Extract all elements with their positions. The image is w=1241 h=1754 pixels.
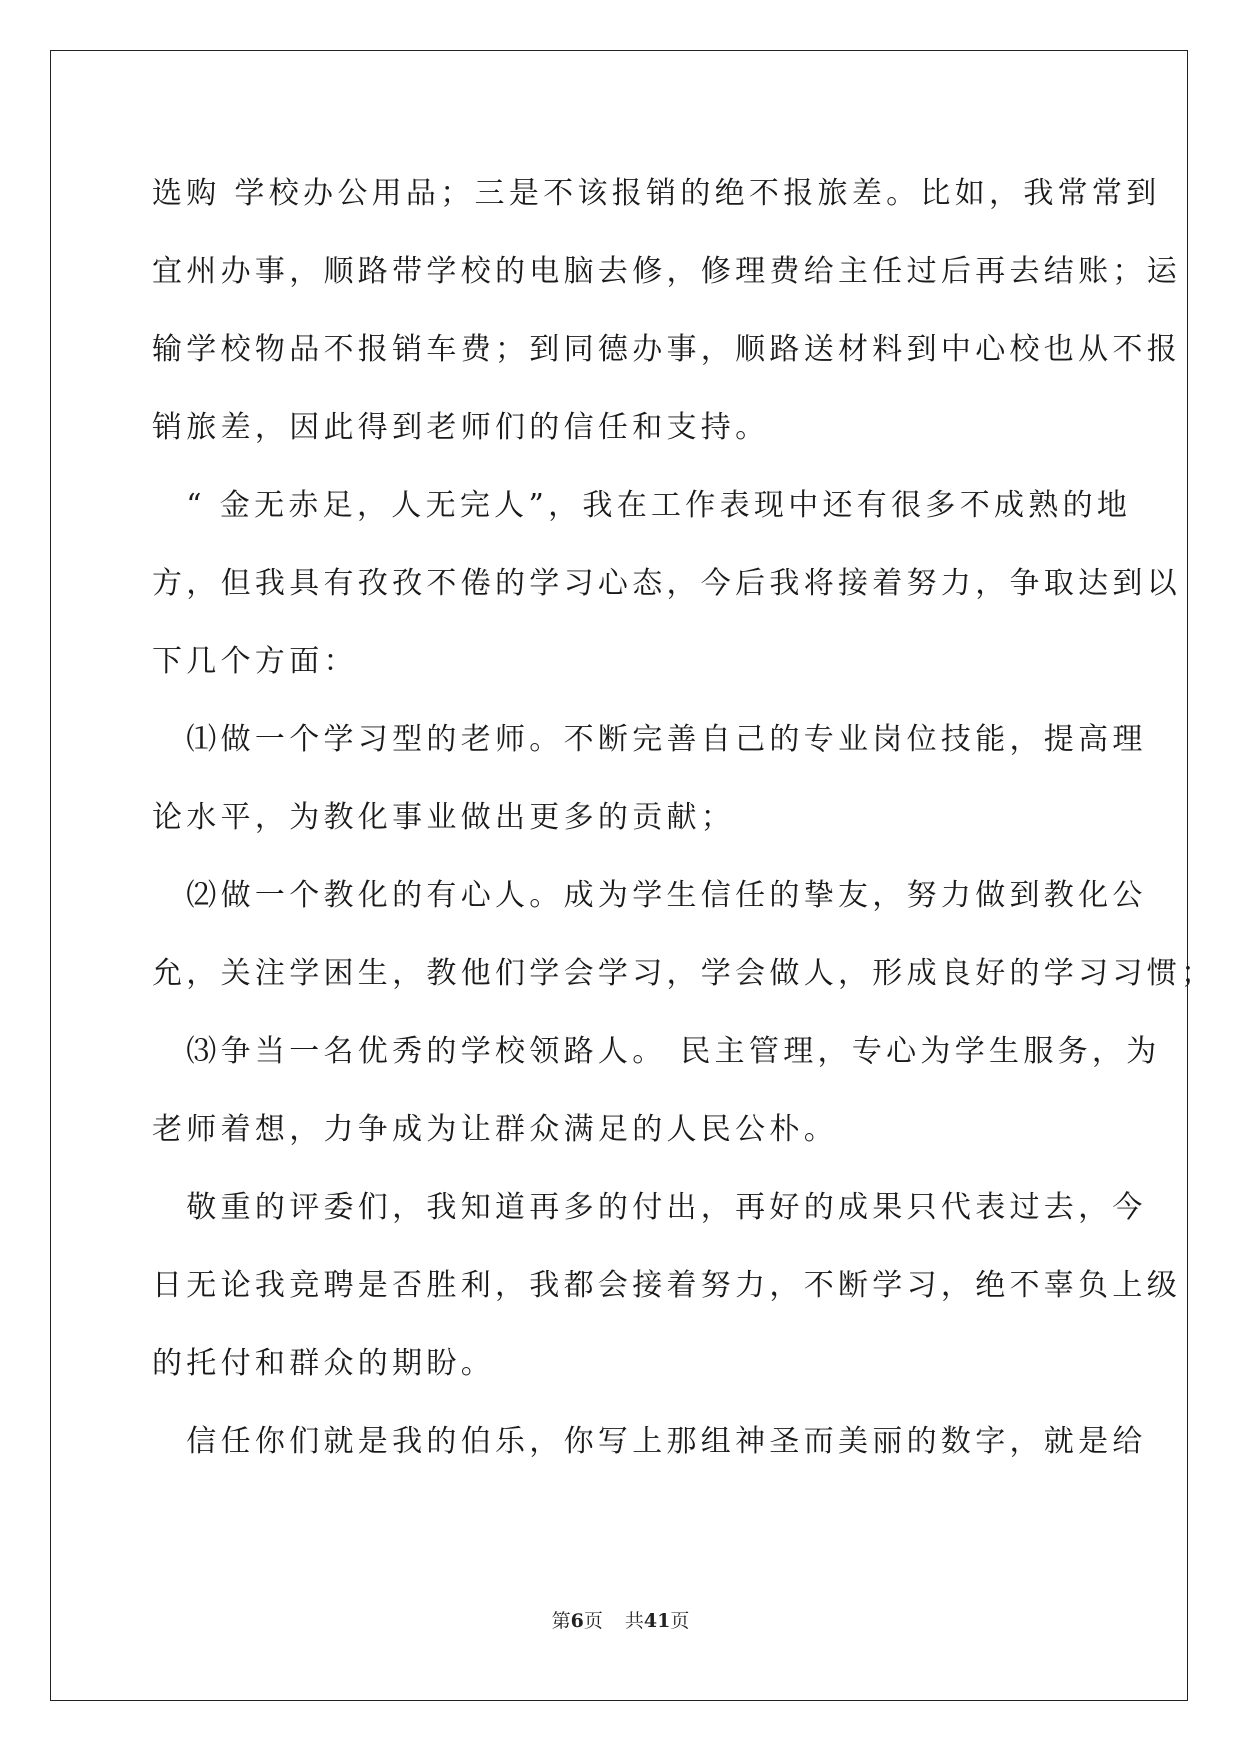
text-line: 敬重的评委们，我知道再多的付出，再好的成果只代表过去，今: [152, 1190, 1147, 1225]
text-line: 论水平，为教化事业做出更多的贡献；: [152, 800, 736, 835]
text-line: ⑶争当一名优秀的学校领路人。 民主管理，专心为学生服务，为: [152, 1034, 1161, 1069]
text-line: ⑴做一个学习型的老师。不断完善自己的专业岗位技能，提高理: [152, 722, 1147, 757]
document-body: [152, 155, 1216, 1481]
page-suffix: 页: [583, 1610, 603, 1632]
page-number: 6: [570, 1610, 584, 1632]
text-line: 允，关注学困生，教他们学会学习，学会做人，形成良好的学习习惯；: [152, 956, 1216, 991]
text-line: 老师着想，力争成为让群众满足的人民公朴。: [152, 1112, 838, 1147]
total-prefix: 共: [624, 1610, 644, 1632]
text-line: 销旅差，因此得到老师们的信任和支持。: [152, 410, 770, 445]
text-line: 日无论我竞聘是否胜利，我都会接着努力，不断学习，绝不辜负上级: [152, 1268, 1181, 1303]
total-pages: 41: [643, 1610, 671, 1632]
text-line: 下几个方面：: [152, 644, 358, 679]
page-prefix: 第: [551, 1610, 571, 1632]
text-line: 选购 学校办公用品；三是不该报销的绝不报旅差。比如，我常常到: [152, 176, 1161, 211]
text-line: ⑵做一个教化的有心人。成为学生信任的挚友，努力做到教化公: [152, 878, 1147, 913]
text-line: 的托付和群众的期盼。: [152, 1346, 495, 1381]
total-suffix: 页: [670, 1610, 690, 1632]
text-line: 输学校物品不报销车费；到同德办事，顺路送材料到中心校也从不报: [152, 332, 1181, 367]
text-line: 宜州办事，顺路带学校的电脑去修，修理费给主任过后再去结账；运: [152, 254, 1181, 289]
text-line: 信任你们就是我的伯乐，你写上那组神圣而美丽的数字，就是给: [152, 1424, 1147, 1459]
text-line: “ 金无赤足，人无完人”，我在工作表现中还有很多不成熟的地: [152, 488, 1132, 523]
text-line: 方，但我具有孜孜不倦的学习心态，今后我将接着努力，争取达到以: [152, 566, 1181, 601]
page-footer: [0, 1606, 1241, 1633]
